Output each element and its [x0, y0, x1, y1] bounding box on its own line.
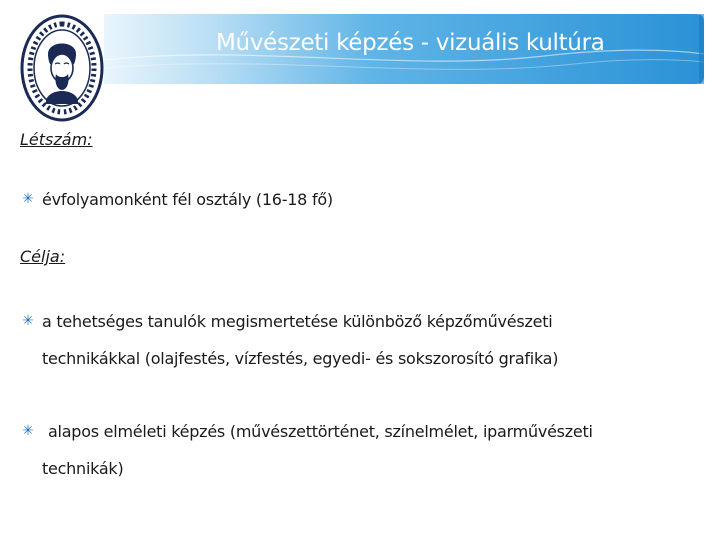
bullet-asterisk-icon: ✳ — [22, 423, 34, 439]
list-item — [20, 181, 710, 218]
list-item-line: alapos elméleti képzés (művészettörténet, színelmélet, iparművészeti — [48, 422, 593, 441]
list-item-line: a tehetséges tanulók megismertetése különböző képzőművészeti — [42, 312, 553, 331]
list-item — [20, 303, 710, 377]
school-seal-icon — [20, 14, 104, 122]
list-item-text — [20, 303, 710, 377]
list-item — [20, 413, 710, 487]
bullet-asterisk-icon: ✳ — [22, 313, 34, 329]
section-heading-letszam: Létszám: — [20, 130, 93, 149]
list-item-line: technikák) — [42, 459, 124, 478]
slide-title: Művészeti képzés - vizuális kultúra — [216, 30, 605, 56]
list-item-text — [20, 413, 710, 487]
list-item-text: évfolyamonként fél osztály (16-18 fő) — [42, 190, 333, 209]
list-item-line: technikákkal (olajfestés, vízfestés, egyedi- és sokszorosító grafika) — [42, 349, 559, 368]
section-heading-celja: Célja: — [20, 247, 66, 266]
bullet-asterisk-icon: ✳ — [22, 191, 34, 207]
